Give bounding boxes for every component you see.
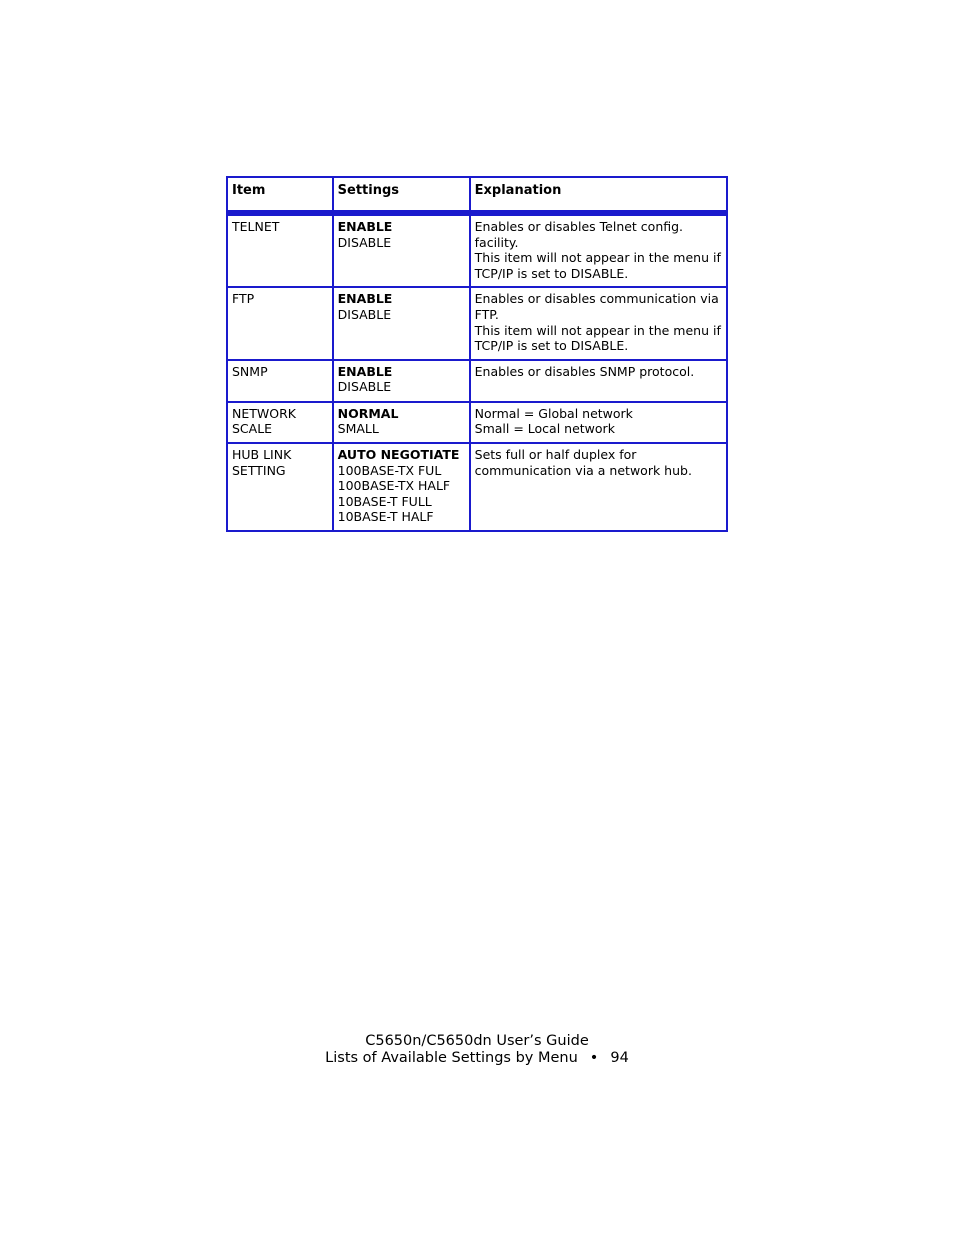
item-cell <box>227 213 333 287</box>
footer-section-line <box>0 1050 954 1067</box>
explanation-text: Enables or disables SNMP protocol. <box>474 363 695 379</box>
table-row-telnet <box>227 213 727 287</box>
setting-option: SMALL <box>337 421 379 437</box>
header-item: Item <box>227 177 333 213</box>
explanation-cell <box>470 287 727 359</box>
table-row-network-scale <box>227 402 727 443</box>
explanation-cell <box>470 402 727 443</box>
item-name: SETTING <box>232 462 286 478</box>
explanation-note: This item will not appear in the menu if TCP/IP is set to DISABLE. <box>474 250 721 281</box>
footer-section-title: Lists of Available Settings by Menu <box>325 1050 578 1066</box>
item-cell <box>227 402 333 443</box>
table-row-snmp <box>227 360 727 402</box>
default-setting: ENABLE <box>337 363 393 379</box>
default-setting: AUTO NEGOTIATE <box>337 446 460 462</box>
item-name: NETWORK <box>232 405 296 421</box>
settings-cell <box>333 402 470 443</box>
item-name: HUB LINK <box>232 446 292 462</box>
settings-cell <box>333 360 470 402</box>
explanation-note: This item will not appear in the menu if TCP/IP is set to DISABLE. <box>474 322 721 354</box>
item-name: SCALE <box>232 421 273 437</box>
settings-cell <box>333 287 470 359</box>
settings-table <box>226 176 728 532</box>
default-setting: ENABLE <box>337 219 393 234</box>
header-settings: Settings <box>333 177 470 213</box>
setting-option: 10BASE-T HALF <box>337 509 434 525</box>
explanation-text: Enables or disables communication via FTP. <box>474 291 719 322</box>
item-name: FTP <box>232 291 255 307</box>
setting-option: DISABLE <box>337 379 392 395</box>
footer-guide-title: C5650n/C5650dn User’s Guide <box>365 1033 589 1049</box>
setting-option: 10BASE-T FULL <box>337 493 432 509</box>
item-cell <box>227 287 333 359</box>
table-header-row <box>227 177 727 213</box>
explanation-text: Small = Local network <box>474 421 615 437</box>
bullet-separator: • <box>589 1050 599 1066</box>
item-cell <box>227 443 333 531</box>
settings-cell <box>333 443 470 531</box>
item-name: TELNET <box>232 219 280 234</box>
settings-cell <box>333 213 470 287</box>
default-setting: NORMAL <box>337 405 399 421</box>
table-row-ftp <box>227 287 727 359</box>
explanation-cell <box>470 360 727 402</box>
page-number: 94 <box>610 1050 629 1066</box>
item-name: SNMP <box>232 363 268 379</box>
default-setting: ENABLE <box>337 291 393 307</box>
explanation-cell <box>470 443 727 531</box>
setting-option: 100BASE-TX FUL <box>337 462 442 478</box>
item-cell <box>227 360 333 402</box>
setting-option: DISABLE <box>337 234 392 250</box>
explanation-text: Enables or disables Telnet config. facility. <box>474 219 684 250</box>
explanation-text: Sets full or half duplex for communication via a network hub. <box>474 446 692 478</box>
setting-option: DISABLE <box>337 306 392 322</box>
table-row-hub-link-setting <box>227 443 727 531</box>
header-explanation: Explanation <box>470 177 727 213</box>
setting-option: 100BASE-TX HALF <box>337 478 451 494</box>
explanation-text: Normal = Global network <box>474 405 633 421</box>
explanation-cell <box>470 213 727 287</box>
